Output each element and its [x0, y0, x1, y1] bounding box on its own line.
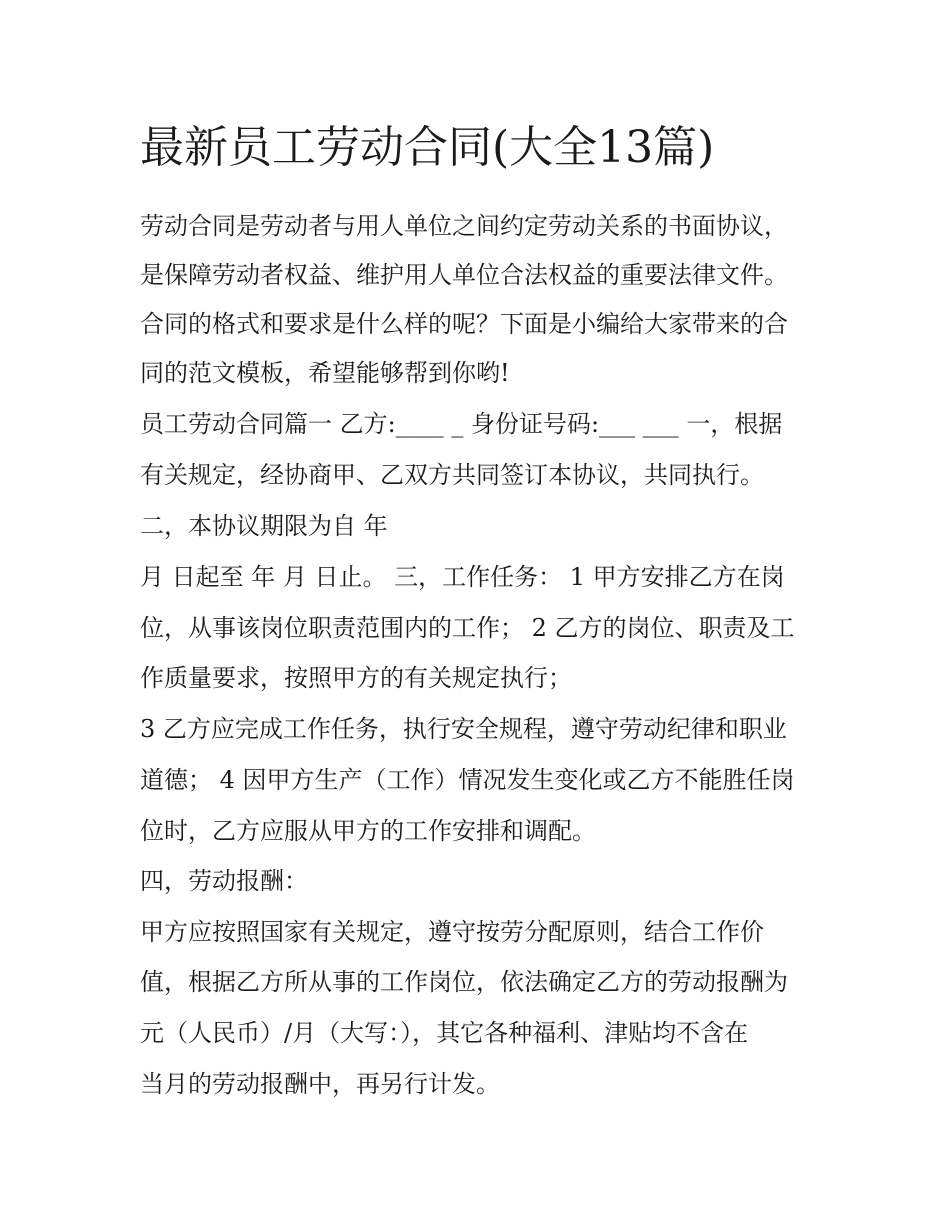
body-line: 位，从事该岗位职责范围内的工作； 2 乙方的岗位、职责及工 — [140, 614, 795, 642]
body-line: 作质量要求，按照甲方的有关规定执行； — [140, 664, 572, 692]
body-line: 甲方应按照国家有关规定，遵守按劳分配原则，结合工作价 — [140, 918, 764, 946]
body-line: 有关规定，经协商甲、乙双方共同签订本协议，共同执行。 — [140, 461, 764, 489]
body-line: 合同的格式和要求是什么样的呢？下面是小编给大家带来的合 — [140, 310, 788, 338]
body-line: 当月的劳动报酬中，再另行计发。 — [140, 1070, 500, 1098]
body-line: 道德； 4 因甲方生产（工作）情况发生变化或乙方不能胜任岗 — [140, 766, 795, 794]
body-line: 元（人民币）/月（大写：），其它各种福利、津贴均不含在 — [140, 1019, 749, 1047]
document-title: 最新员工劳动合同(大全13篇) — [140, 122, 715, 173]
body-line: 四，劳动报酬： — [140, 867, 308, 895]
body-line: 同的范文模板，希望能够帮到你哟! — [140, 359, 510, 387]
body-line: 是保障劳动者权益、维护用人单位合法权益的重要法律文件。 — [140, 261, 788, 289]
body-line: 月 日起至 年 月 日止。 三，工作任务： 1 甲方安排乙方在岗 — [140, 563, 785, 591]
body-line: 值，根据乙方所从事的工作岗位，依法确定乙方的劳动报酬为 — [140, 968, 788, 996]
body-line: 位时，乙方应服从甲方的工作安排和调配。 — [140, 817, 596, 845]
body-line: 3 乙方应完成工作任务，执行安全规程，遵守劳动纪律和职业 — [140, 715, 787, 743]
body-line: 员工劳动合同篇一 乙方:____ _ 身份证号码:___ ___ 一，根据 — [140, 410, 783, 438]
body-line: 二，本协议期限为自 年 — [140, 512, 388, 540]
body-line: 劳动合同是劳动者与用人单位之间约定劳动关系的书面协议， — [140, 212, 788, 240]
